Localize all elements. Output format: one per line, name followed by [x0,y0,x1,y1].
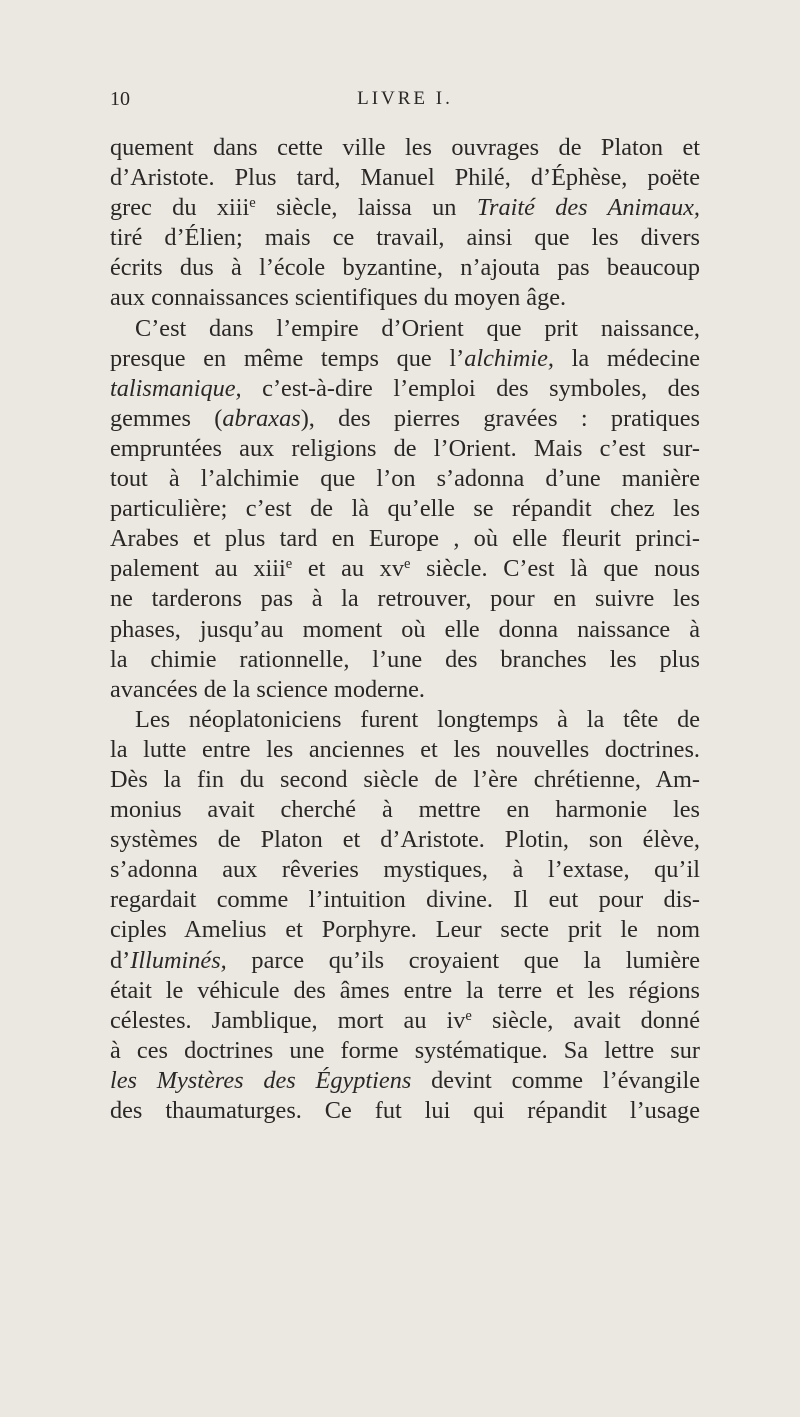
text-run: à ces doctrines une forme systématique. Sa lettre sur [110,1036,700,1064]
text-run: quement dans cette ville les ouvrages de Platon et [110,134,700,161]
text-line [110,283,700,313]
text-line [110,253,700,283]
text-run: systèmes de Platon et d’Aristote. Plotin, son élève, [110,826,700,854]
text-line [110,735,700,765]
italic-text: Illuminés, [130,946,227,974]
text-run: empruntées aux religions de l’Orient. Mais c’est sur- [110,434,700,462]
text-line [110,885,700,915]
text-line [110,494,700,524]
text-run: ), des pierres gravées : pratiques [300,404,700,432]
text-run: avancées de la science moderne. [110,675,426,703]
text-line [110,344,700,374]
text-run: monius avait cherché à mettre en harmonie les [110,796,700,824]
superscript: e [249,195,256,212]
text-run: siècle, laissa un [255,194,477,222]
text-run: s’adonna aux rêveries mystiques, à l’extase, qu’il [110,856,700,884]
text-run: C’est dans l’empire d’Orient que prit naissance, [135,314,700,342]
text-line [110,374,700,404]
page-number: 10 [110,88,130,110]
text-line [110,675,700,705]
superscript: e [403,556,411,573]
text-line [110,915,700,945]
text-line [110,554,700,584]
body-text [110,133,700,1126]
text-run: célestes. Jamblique, mort au iv [110,1006,466,1034]
text-line [110,133,700,163]
text-run: regardait comme l’intuition divine. Il eut pour dis- [110,886,700,914]
text-line [110,1066,700,1096]
text-run: particulière; c’est de là qu’elle se répandit chez les [110,495,700,523]
text-line [110,825,700,855]
text-line [110,1006,700,1036]
text-line [110,705,700,735]
italic-text: les Mystères des Égyptiens [110,1066,412,1094]
text-run: la chimie rationnelle, l’une des branches les plus [110,645,700,673]
italic-text: abraxas [222,404,301,432]
running-head: LIVRE I. [357,88,453,109]
text-line [110,765,700,795]
italic-text: talismanique, [110,374,242,402]
text-run: devint comme l’évangile [411,1066,700,1094]
text-run: était le véhicule des âmes entre la terre et les régions [110,976,700,1004]
superscript: e [465,1007,472,1024]
text-run: siècle. C’est là que nous [410,555,700,583]
text-line [110,524,700,554]
page-header [110,88,700,118]
text-run: aux connaissances scientifiques du moyen âge. [110,284,567,312]
text-line [110,855,700,885]
text-run: ciples Amelius et Porphyre. Leur secte prit le nom [110,916,700,944]
text-line [110,464,700,494]
text-line [110,404,700,434]
text-line [110,615,700,645]
text-run: siècle, avait donné [471,1006,700,1034]
text-run: Arabes et plus tard en Europe , où elle fleurit princi- [110,525,700,553]
text-line [110,1096,700,1126]
text-run: gemmes ( [110,404,223,432]
text-run: des thaumaturges. Ce fut lui qui répandit l’usage [110,1097,700,1124]
text-run: et au xv [292,555,404,583]
superscript: e [285,556,293,573]
text-run: Dès la fin du second siècle de l’ère chrétienne, Am- [110,765,700,793]
text-run: tout à l’alchimie que l’on s’adonna d’une manière [110,465,700,493]
text-line [110,795,700,825]
italic-text: alchimie, [464,344,554,372]
text-run: la lutte entre les anciennes et les nouvelles doctrines. [110,735,700,763]
text-line [110,163,700,193]
text-run: parce qu’ils croyaient que la lumière [226,946,700,974]
text-run: la médecine [554,344,700,372]
text-line [110,976,700,1006]
text-line [110,314,700,344]
text-line [110,946,700,976]
text-run: phases, jusqu’au moment où elle donna naissance à [110,615,700,643]
text-run: tiré d’Élien; mais ce travail, ainsi que les divers [110,224,700,252]
text-run: d’Aristote. Plus tard, Manuel Philé, d’Éphèse, poëte [110,164,700,192]
text-run: d’ [110,946,131,974]
text-line [110,223,700,253]
text-run: ne tarderons pas à la retrouver, pour en suivre les [110,585,700,613]
text-run: Les néoplatoniciens furent longtemps à la tête de [135,705,700,733]
text-line [110,1036,700,1066]
text-run: presque en même temps que l’ [110,344,465,372]
text-run: écrits dus à l’école byzantine, n’ajouta pas beaucoup [110,254,700,282]
text-line [110,434,700,464]
text-line [110,645,700,675]
text-line [110,584,700,614]
text-run: c’est-à-dire l’emploi des symboles, des [241,374,700,402]
text-line [110,193,700,223]
text-run: palement au xiii [110,555,286,583]
italic-text: Traité des Animaux, [476,194,700,222]
text-run: grec du xiii [110,194,250,222]
